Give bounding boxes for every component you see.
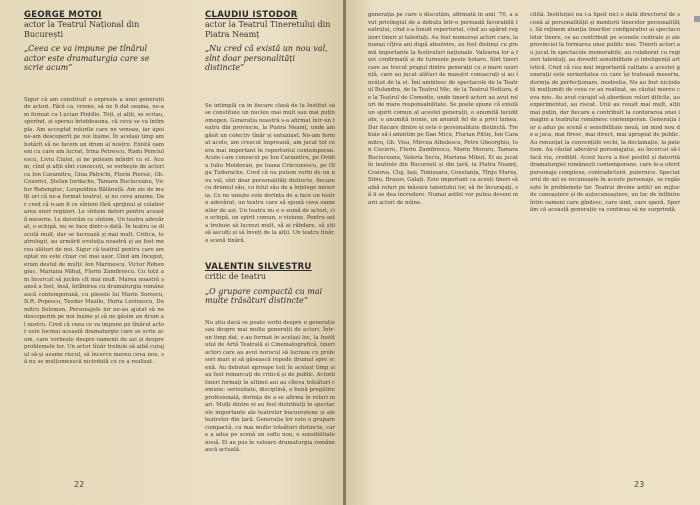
corner-mark <box>694 16 700 22</box>
article-text: Nu știu dacă se poate vorbi despre o generație sau despre mai multe generații de actori. Într-un timp dat, s-au format în același loc, la Institutul de Artă Teatrală și Cinematografică, tineri actori care au avut norocul să lucreze cu profesori mari și să găsească repede drumul spre scenă. Au debutat aproape toți în același timp și au fost remarcați de critică și de public. Actorii tineri formați în ultimii ani au cîteva trăsături comune: seriozitate, disciplină, o bună pregătire profesională, dorința de a se afirma în roluri mari. Mulți dintre ei au fost distribuiți în spectacole importante ale teatrelor bucureștene și ale teatrelor din țară. Generația lor este o grupare compactă, cu mai multe trăsături distincte, care a adus pe scenă un suflu nou, o sensibilitate nouă. Ei au pus în valoare dramaturgia românească actuală. <box>205 319 335 454</box>
page-number: 22 <box>74 480 85 489</box>
author-role: critic de teatru <box>205 272 266 281</box>
article-text: generația pe care o discutăm, afirmată în anii ’70, a avut privilegiul de a debuta într-o perioadă favorabilă teatrului, cînd s-a înnoit repertoriul, cînd au apărut regizori tineri și talentați. Au fost numeroși actori care, la numai cîțiva ani după absolvire, au fost distinși cu premii importante la festivaluri naționale. Valoarea lor a fost confirmată și de turneele peste hotare. Sînt tineri care au trecut pragul dintre generații cu o mare ușurință, care au jucat alături de maeștri consacrați și au învățat de la ei. Îmi amintesc de spectacole de la Teatrul Bulandra, de la Teatrul Mic, de la Teatrul Nottara, de la Teatrul de Comedie, unde tinerii actori au avut roluri de mare responsabilitate. Se poate spune că există un spirit comun al acestei generații, o anumită luciditate, o anumită ironie, un anumit fel de a privi lumea. Dar fiecare dintre ei este o personalitate distinctă. Trebuie să-i amintim pe Dan Micu, Florian Pittiș, Ion Caramitru, Gh. Visu, Mircea Albulescu, Petre Gheorghiu, Ion Cocieru, Florin Zamfirescu, Marin Moraru, Tamara Buciuceanu, Valeria Seciu, Mariana Mihuț. Ei au jucat în teatrele din București și din țară, la Piatra Neamț, Craiova, Cluj, Iași, Timișoara, Constanța, Tîrgu Mureș, Sibiu, Brașov, Galați. Este important ca acești tineri să aibă roluri pe măsura talentului lor, să fie încurajați, să li se dea încredere. Numai astfel vor putea deveni marii actori de mîine. <box>368 12 518 206</box>
claudiu-istodor-column <box>205 10 335 250</box>
page-number: 23 <box>634 480 645 489</box>
author-name: GEORGE MOTOI <box>24 10 102 20</box>
george-motoi-column <box>24 10 164 478</box>
left-page <box>0 0 344 505</box>
pull-quote: „O grupare compactă cu mai multe trăsături distincte” <box>205 286 323 306</box>
right-page <box>346 0 700 505</box>
article-text: cilită. Instituției nu i-a lipsit nici o dată directorul de scenă al personalității și mentorii tinerelor personalități. Să reținem atenția tinerilor configurativi ai spectacolelor tinere, ce au contribuit pe scenele centrale și ale provinciei la formarea unui public nou. Tinerii actori au jucat în spectacole memorabile, au colaborat cu regizori talentați, au dovedit sensibilitate și inteligență artistică. Cred că cea mai importantă calitate a acestei generații este seriozitatea cu care își tratează meseria, dorința de perfecționare, modestia. Nu au fost niciodată mulțumiți de ceea ce au realizat, au căutat mereu ceva nou. Au avut curajul să abordeze roluri dificile, au experimentat, au riscat. Unii au reușit mai mult, alții mai puțin, dar fiecare a contribuit la conturarea unei imagini a teatrului românesc contemporan. Generația lor a adus pe scenă o sensibilitate nouă, un mod nou de a juca, mai firesc, mai direct, mai apropiat de public. Au renunțat la convențiile vechi, la declamație, la patetism. Au căutat adevărul personajului, au încercat să-l facă viu, credibil. Acest lucru a fost posibil și datorită dramaturgiei românești contemporane, care le-a oferit personaje complexe, contradictorii, puternice. Spectatorul de azi se recunoaște în aceste personaje, se regăsește în problemele lor. Teatrul devine astfel un mijloc de cunoaștere și de autocunoaștere, un loc de întîlnire între oameni care gîndesc, care simt, care speră. Sperăm că această generație va continua să ne surprindă. <box>530 12 680 213</box>
article-text: Sigur că am constituit o expresie a unei generații de actori. Fără ca, vreme, să ne fi dat seama, ne-am format cu Lucian Pintilie. Toți, și alții, se scriau, sperînd, și sperau întotdeauna, că ceva se va întîmpla. Am acceptat rolurile care ne veneau, iar apoi ne-am descoperit pe noi înșine. În același timp am hotărît să ne facem un drum al nostru. Există oameni cu care am lucrat, Irina Petrescu, Radu Penciulescu, Liviu Ciulei, și ne puteam mîndri cu ei. Acum, cînd și alții sînt cunoscuți, se vorbește de actori ca Ion Caramitru, Gina Patrichi, Florin Piersic, Gh. Cozorici, Ștefan Iordache, Tamara Buciuceanu, Victor Rebengiuc, Leopoldina Bălănuță. Am zis de mulți ori că ne-a format teatrul, și nu ceva anume. Dar cred că n-am fi ce sîntem fără sprijinul și colaborarea unor regizori. Le sîntem datori pentru această meserie. Le datorăm ce sîntem. Un teatru adevărat, o echipă, nu se face dintr-o dată. În teatru se discută mult, dar se lucrează și mai mult. Critica, teatrologii, au urmărit evoluția noastră și au fost mereu alături de noi. Sigur că teatrul pentru care am optat nu este chiar cel mai ușor. Cînd am început, eram destul de mulți: Ion Marinescu, Victor Rebengiuc, Mariana Mihuț, Florin Zamfirescu. Cu toții am încercat să jucăm cît mai mult. Marea noastră șansă a fost, însă, întîlnirea cu dramaturgia românească contemporană, cu piesele lui Marin Sorescu, D.R. Popescu, Teodor Mazilu, Horia Lovinescu, Dumitru Solomon. Personajele lor ne-au ajutat să ne descoperim pe noi înșine și să ne găsim un drum al nostru. Cred că ceea ce va impune pe tînărul actor este tocmai această dramaturgie care se scrie acum, care vorbește despre oamenii de azi și despre problemele lor. Un actor tînăr trebuie să aibă curajul să-și asume riscul, să încerce mereu ceva nou, să nu se mulțumească niciodată cu ce a realizat. <box>24 96 164 366</box>
author-name: VALENTIN SILVESTRU <box>205 262 312 272</box>
right-column-2 <box>530 12 680 472</box>
pull-quote: „Nu cred că există un nou val, sînt doar personalități distincte” <box>205 44 328 73</box>
pull-quote: „Ceea ce va impune pe tînărul actor este dramaturgia care se scrie acum” <box>24 44 150 73</box>
right-column-1 <box>368 12 518 472</box>
author-name: CLAUDIU ISTODOR <box>205 10 298 20</box>
valentin-silvestru-column <box>205 262 335 480</box>
author-role: actor la Teatrul Tineretului din Piatra Neamț <box>205 20 331 39</box>
author-role: actor la Teatrul Național din București <box>24 20 140 39</box>
article-text: Se intîmplă ca în fiecare clasă de la Institut să se constituie un nucleu mai mult sau mai puțin omogen. Generația noastră s-a afirmat într-un teatru din provincie, la Piatra Neamț, unde am găsit un colectiv tînăr și entuziast. Ne-am format acolo, am crescut împreună, am jucat tot ce era mai important în repertoriul contemporan. Acolo i-am cunoscut pe Ion Caramitru, pe Ovidiu Iuliu Moldovan, pe Ioana Crăciunescu, pe Olga Tudorache. Cred că nu putem vorbi de un nou val, sînt doar personalități distincte, fiecare cu drumul său, cu felul său de a înțelege meseria. Ce ne unește este dorința de a face un teatru adevărat, un teatru care să spună ceva oamenilor de azi. Un teatru nu e o sumă de actori, ci o echipă, un spirit comun, o viziune. Pentru asta trebuie să lucrezi mult, să ai răbdare, să știi să asculți și să înveți de la alții. Un teatru tînăr, o scenă tînără. <box>205 102 335 243</box>
